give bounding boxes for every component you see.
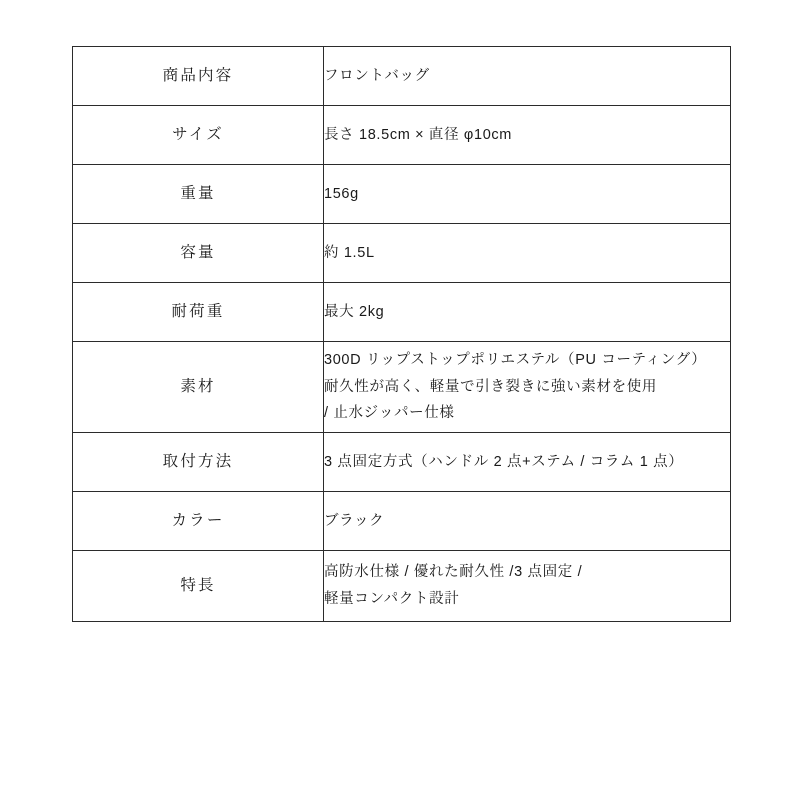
spec-value <box>324 492 731 551</box>
spec-value-line: 300D リップストップポリエステル（PU コーティング） <box>324 351 707 368</box>
spec-value-line: 約 1.5L <box>324 244 375 261</box>
table-row <box>73 165 731 224</box>
spec-value <box>324 283 731 342</box>
table-row <box>73 283 731 342</box>
spec-value-line: / 止水ジッパー仕様 <box>324 405 455 422</box>
spec-value <box>324 342 731 433</box>
spec-value <box>324 106 731 165</box>
spec-value-line: 最大 2kg <box>324 303 385 320</box>
table-row <box>73 47 731 106</box>
spec-label: 容量 <box>73 224 324 283</box>
table-row <box>73 106 731 165</box>
spec-value-line: 長さ 18.5cm × 直径 φ10cm <box>324 126 513 143</box>
spec-value-line: 3 点固定方式（ハンドル 2 点+ステム / コラム 1 点） <box>324 453 684 470</box>
spec-label: 商品内容 <box>73 47 324 106</box>
spec-label: カラー <box>73 492 324 551</box>
spec-value <box>324 47 731 106</box>
spec-label: サイズ <box>73 106 324 165</box>
spec-value-line: 耐久性が高く、軽量で引き裂きに強い素材を使用 <box>324 378 658 395</box>
spec-value <box>324 165 731 224</box>
spec-table-container <box>72 46 728 622</box>
table-row <box>73 342 731 433</box>
spec-label: 素材 <box>73 342 324 433</box>
spec-value-line: 156g <box>324 185 359 202</box>
spec-value-line: 軽量コンパクト設計 <box>324 591 460 607</box>
spec-value-line: フロントバッグ <box>324 67 430 84</box>
spec-label: 取付方法 <box>73 433 324 492</box>
spec-label: 重量 <box>73 165 324 224</box>
spec-value-line: 高防水仕様 / 優れた耐久性 /3 点固定 / <box>324 564 583 581</box>
product-spec-table <box>72 46 731 622</box>
table-row <box>73 224 731 283</box>
table-row <box>73 433 731 492</box>
spec-value <box>324 433 731 492</box>
spec-label: 特長 <box>73 551 324 622</box>
spec-label: 耐荷重 <box>73 283 324 342</box>
table-row <box>73 551 731 622</box>
spec-value <box>324 224 731 283</box>
spec-value-line: ブラック <box>324 512 385 529</box>
table-row <box>73 492 731 551</box>
spec-value <box>324 551 731 622</box>
